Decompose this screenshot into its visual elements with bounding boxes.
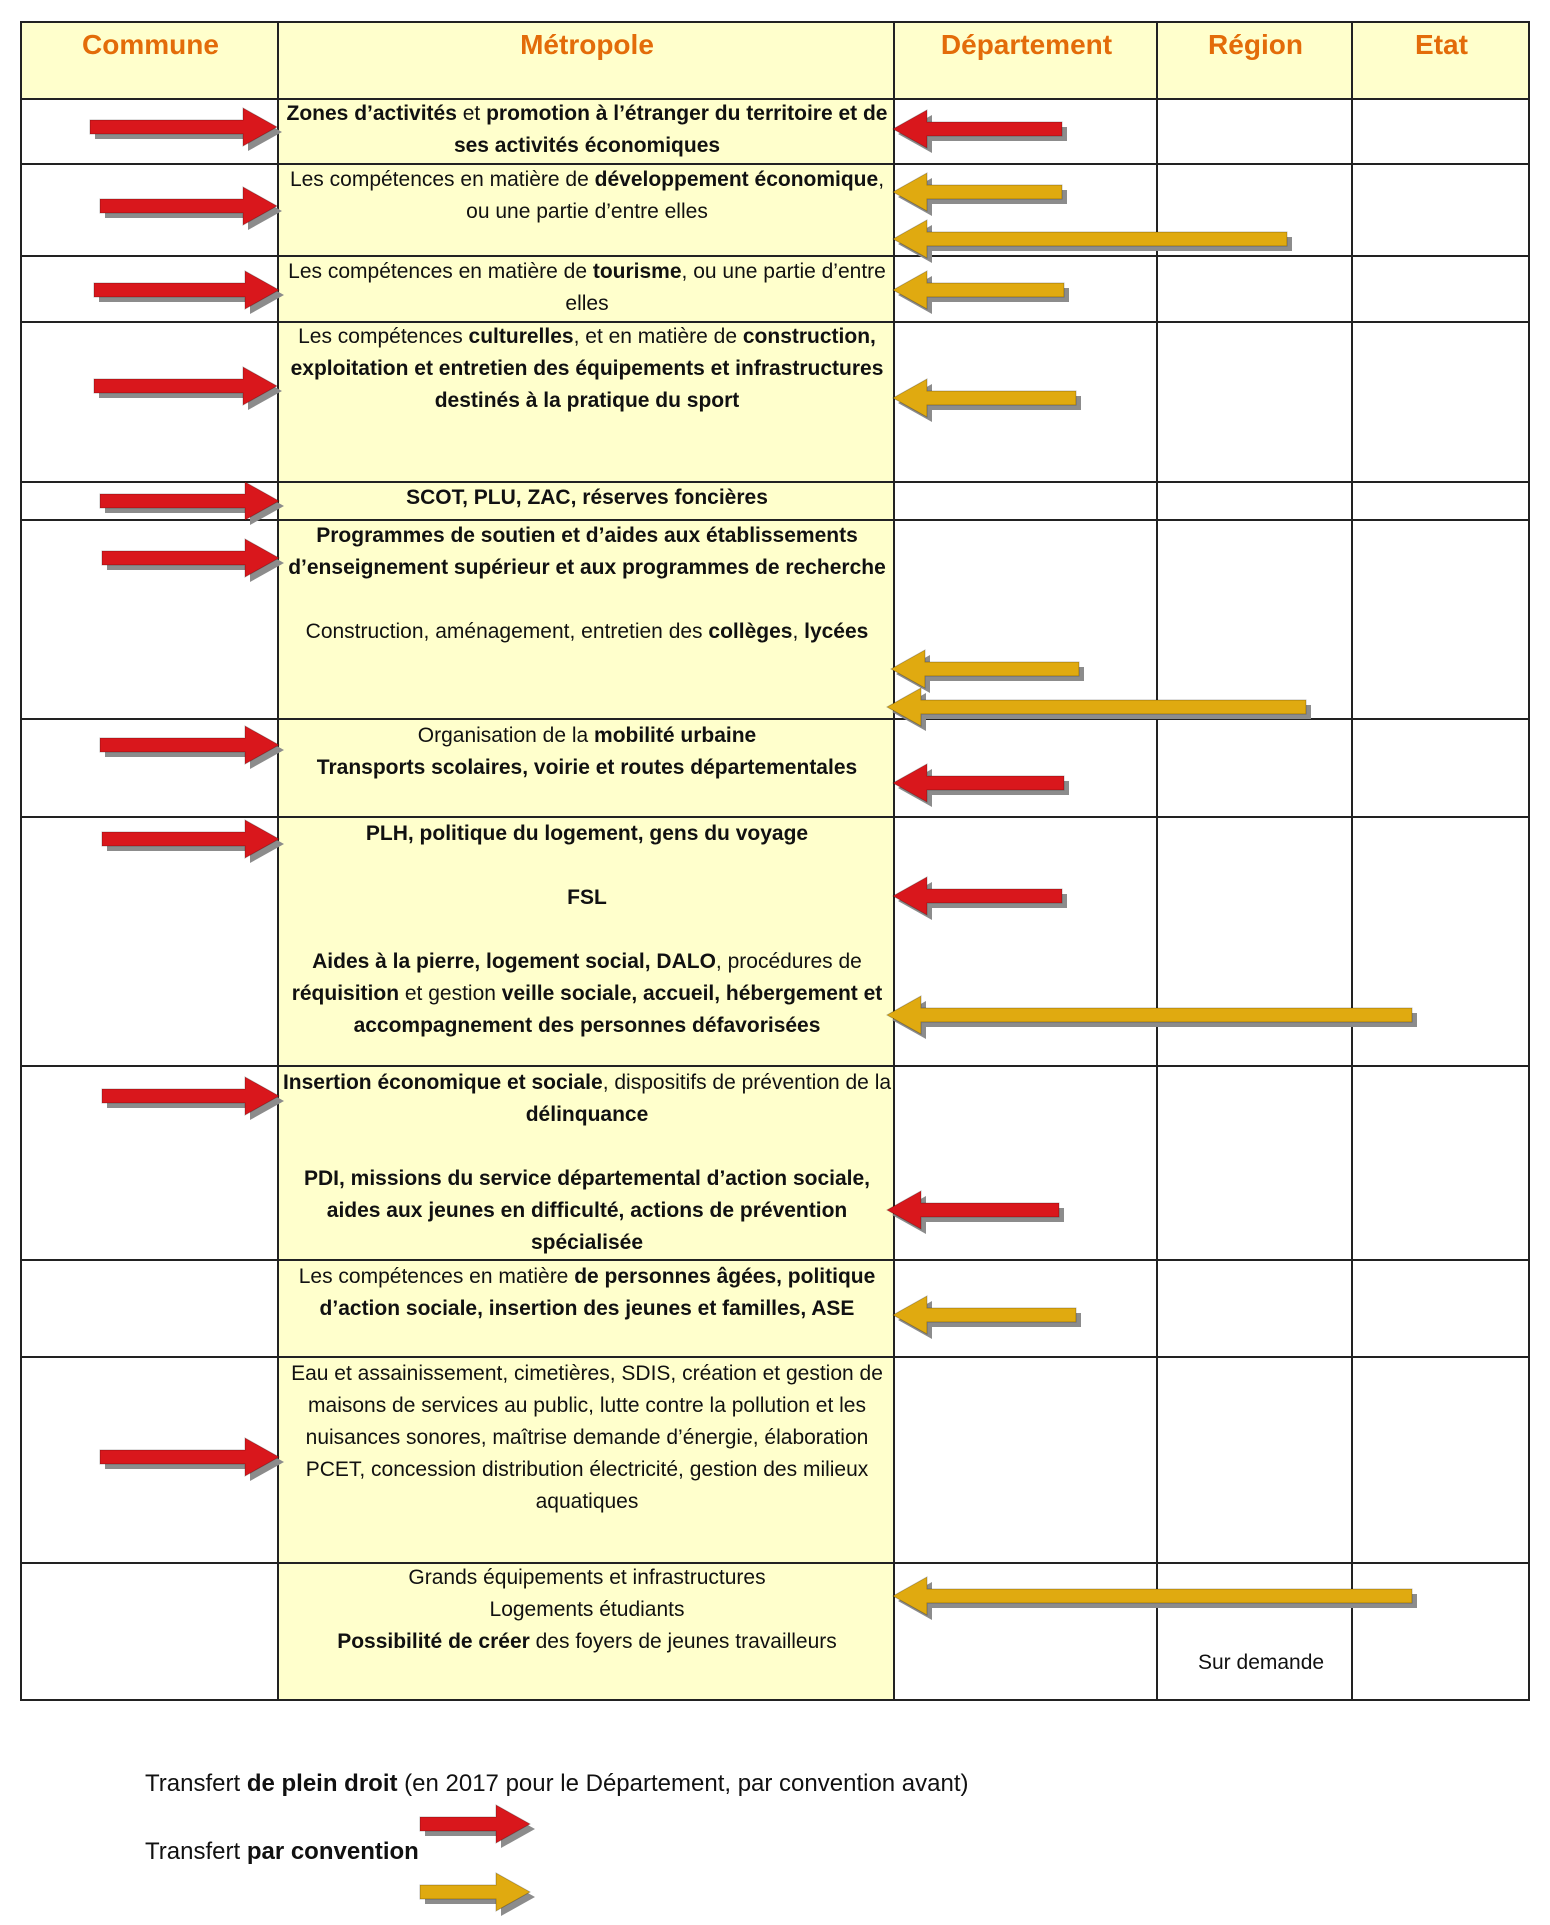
arrow-logement-commune-red xyxy=(102,820,293,872)
arrow-culture-sport-departement-gold xyxy=(893,379,1090,431)
arrow-developpement-economique-departement-gold-body xyxy=(893,173,1062,211)
metropole-cell-grands-equipements: Grands équipements et infrastructures Logements étudiants Possibilité de créer des foyers de jeunes travailleurs xyxy=(337,1566,837,1653)
metropole-cell-personnes-agees: Les compétences en matière de personnes âgées, politique d’action sociale, insertion des jeunes et familles, ASE xyxy=(298,1265,876,1320)
competences-table xyxy=(20,21,1530,1701)
metropole-cell-logement: PLH, politique du logement, gens du voyage FSL Aides à la pierre, logement social, DALO, procédures de réquisition et gestion veille sociale, accueil, hébergement et accompagnement des personnes défavorisées xyxy=(291,822,883,1037)
arrow-eau-environnement-commune-red-body xyxy=(100,1438,279,1476)
arrow-developpement-economique-departement-gold xyxy=(893,173,1076,225)
metropole-cell-developpement-economique: Les compétences en matière de développement économique, ou une partie d’entre elles xyxy=(289,168,885,223)
arrow-tourisme-departement-gold xyxy=(893,271,1078,323)
metropole-cell-insertion: Insertion économique et sociale, dispositifs de prévention de la délinquance PDI, missions du service départemental d’action sociale, aides aux jeunes en difficulté, actions de prévention spécialisée xyxy=(282,1071,892,1254)
arrow-tourisme-commune-red-body xyxy=(94,271,279,309)
legend-plein-droit: Transfert de plein droit (en 2017 pour le Département, par convention avant) xyxy=(145,1770,969,1797)
arrow-developpement-economique-region-gold xyxy=(893,220,1301,272)
column-divider xyxy=(1351,23,1353,1699)
arrow-tourisme-commune-red xyxy=(94,271,293,323)
metropole-cell-tourisme: Les compétences en matière de tourisme, ou une partie d’entre elles xyxy=(288,260,886,315)
arrow-insertion-departement-red-body xyxy=(887,1191,1059,1229)
arrow-insertion-commune-red-body xyxy=(102,1077,279,1115)
arrow-developpement-economique-commune-red-body xyxy=(100,187,277,225)
arrow-scot-plu-commune-red-body xyxy=(100,482,279,520)
header-commune: Commune xyxy=(82,29,219,60)
arrow-scot-plu-commune-red xyxy=(100,482,293,534)
metropole-cell-zones-activites: Zones d’activités et promotion à l’étranger du territoire et de ses activités économiques xyxy=(286,102,888,157)
arrow-insertion-departement-red xyxy=(887,1191,1073,1243)
arrow-mobilite-commune-red-body xyxy=(100,726,279,764)
arrow-logement-etat-gold xyxy=(887,996,1426,1048)
arrow-personnes-agees-departement-gold-body xyxy=(893,1296,1076,1334)
arrow-tourisme-departement-gold-body xyxy=(893,271,1064,309)
header-region: Région xyxy=(1208,29,1303,60)
arrow-enseignement-superieur-departement-gold-body xyxy=(891,650,1079,688)
arrow-zones-activites-departement-red-body xyxy=(893,110,1062,148)
column-divider xyxy=(1156,23,1158,1699)
arrow-logement-departement-red-body xyxy=(893,877,1062,915)
arrow-logement-etat-gold-body xyxy=(887,996,1412,1034)
arrow-developpement-economique-region-gold-body xyxy=(893,220,1287,258)
arrow-zones-activites-commune-red-body xyxy=(90,108,277,146)
arrow-zones-activites-departement-red xyxy=(893,110,1076,162)
legend-gold-arrow xyxy=(420,1873,544,1925)
arrow-enseignement-superieur-commune-red xyxy=(102,539,293,591)
arrow-mobilite-departement-red xyxy=(893,764,1078,816)
metropole-cell-mobilite: Organisation de la mobilité urbaine Transports scolaires, voirie et routes départementales xyxy=(316,724,858,779)
metropole-cell-eau-environnement: Eau et assainissement, cimetières, SDIS, création et gestion de maisons de services au public, lutte contre la pollution et les nuisances sonores, maîtrise demande d’énergie, élaboration PCET, concession distribution électricité, gestion des milieux aquatiques xyxy=(291,1362,883,1513)
arrow-mobilite-commune-red xyxy=(100,726,293,778)
arrow-logement-departement-red xyxy=(893,877,1076,929)
legend-red-arrow xyxy=(420,1805,544,1857)
arrow-enseignement-superieur-region-gold xyxy=(887,688,1320,740)
arrow-culture-sport-departement-gold-body xyxy=(893,379,1076,417)
arrow-zones-activites-commune-red xyxy=(90,108,291,160)
arrow-insertion-commune-red xyxy=(102,1077,293,1129)
arrow-mobilite-departement-red-body xyxy=(893,764,1064,802)
arrow-culture-sport-commune-red-body xyxy=(94,367,277,405)
header-etat: Etat xyxy=(1415,29,1468,60)
arrow-culture-sport-commune-red xyxy=(94,367,291,419)
metropole-cell-enseignement-superieur: Programmes de soutien et d’aides aux établissements d’enseignement supérieur et aux programmes de recherche Construction, aménagement, entretien des collèges, lycées xyxy=(288,524,886,643)
metropole-cell-scot-plu: SCOT, PLU, ZAC, réserves foncières xyxy=(406,486,768,509)
note-sur-demande: Sur demande xyxy=(1198,1651,1325,1674)
arrow-grands-equipements-etat-gold-body xyxy=(893,1577,1412,1615)
metropole-cell-culture-sport: Les compétences culturelles, et en matière de construction, exploitation et entretien des équipements et infrastructures destinés à la pratique du sport xyxy=(290,325,884,412)
arrow-grands-equipements-etat-gold xyxy=(893,1577,1426,1629)
arrow-logement-commune-red-body xyxy=(102,820,279,858)
arrow-enseignement-superieur-commune-red-body xyxy=(102,539,279,577)
arrow-enseignement-superieur-region-gold-body xyxy=(887,688,1306,726)
arrow-personnes-agees-departement-gold xyxy=(893,1296,1090,1348)
arrow-developpement-economique-commune-red xyxy=(100,187,291,239)
arrow-eau-environnement-commune-red xyxy=(100,1438,293,1490)
header-metropole: Métropole xyxy=(520,29,654,60)
legend-convention: Transfert par convention xyxy=(145,1838,419,1865)
header-departement: Département xyxy=(940,29,1113,60)
